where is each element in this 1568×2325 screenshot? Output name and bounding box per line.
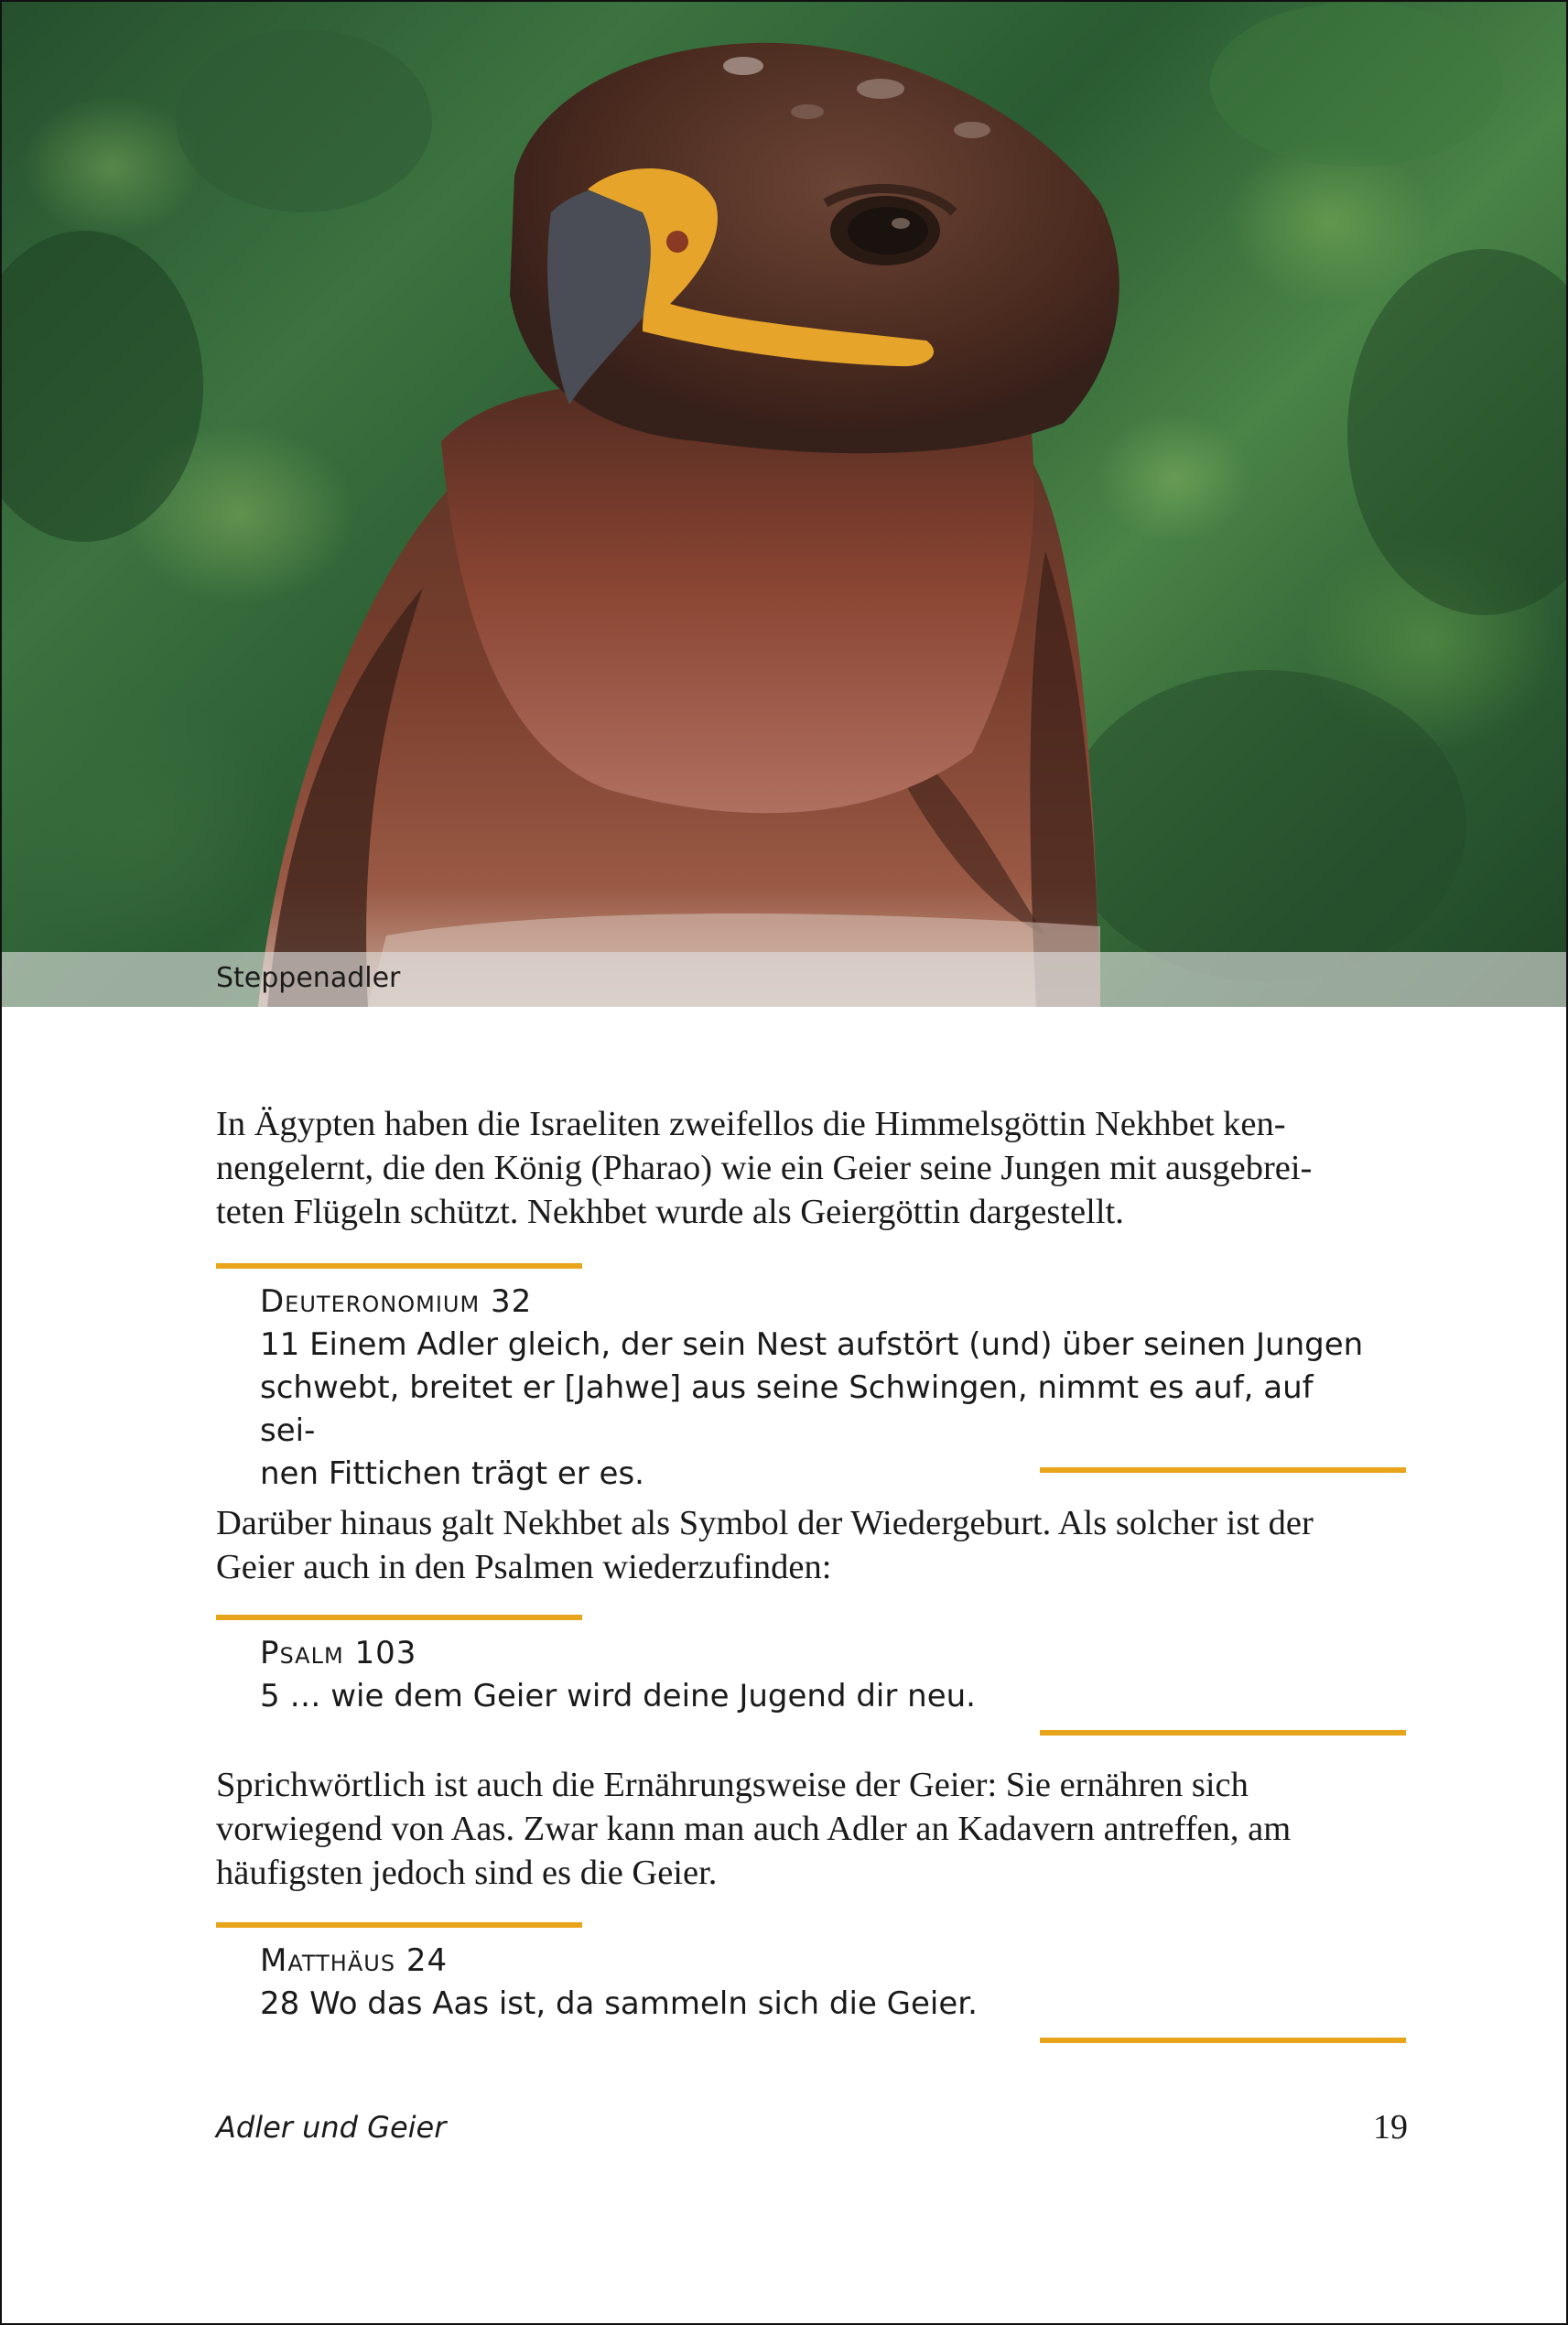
bible-quote-1 <box>260 1281 1368 1496</box>
quote-rule-top <box>216 1922 582 1928</box>
quote-rule-bottom <box>1040 2038 1406 2043</box>
quote-line: 28 Wo das Aas ist, da sammeln sich die Geier. <box>260 1985 978 2022</box>
text-line: Sprichwörtlich ist auch die Ernährungsweise der Geier: Sie ernähren sich <box>216 1766 1249 1804</box>
body-paragraph-3 <box>216 1763 1406 1895</box>
quote-rule-top <box>216 1263 582 1269</box>
text-line: häufigsten jedoch sind es die Geier. <box>216 1854 718 1892</box>
bible-quote-3 <box>260 1940 1368 2026</box>
text-line: teten Flügeln schützt. Nekhbet wurde als Geiergöttin dargestellt. <box>216 1193 1124 1231</box>
text-line: Geier auch in den Psalmen wiederzufinden: <box>216 1548 832 1586</box>
quote-rule-top <box>216 1615 582 1620</box>
quote-rule-bottom <box>1040 1467 1406 1473</box>
quote-line: schwebt, breitet er [Jahwe] aus seine Schwingen, nimmt es auf, auf sei- <box>260 1369 1314 1449</box>
quote-reference: Matthäus 24 <box>260 1942 449 1979</box>
quote-line: 5 … wie dem Geier wird deine Jugend dir neu. <box>260 1678 976 1714</box>
quote-reference: Psalm 103 <box>260 1635 417 1671</box>
bible-quote-2 <box>260 1632 1368 1718</box>
text-line: vorwiegend von Aas. Zwar kann man auch Adler an Kadavern antreffen, am <box>216 1810 1292 1848</box>
text-line: Darüber hinaus galt Nekhbet als Symbol der Wiedergeburt. Als solcher ist der <box>216 1504 1314 1542</box>
eagle-photo <box>2 2 1566 1007</box>
photo-caption: Steppenadler <box>216 962 401 994</box>
quote-line: nen Fittichen trägt er es. <box>260 1455 644 1492</box>
quote-reference: Deuteronomium 32 <box>260 1283 533 1320</box>
body-paragraph-2 <box>216 1501 1406 1589</box>
quote-rule-bottom <box>1040 1730 1406 1736</box>
page-number: 19 <box>1373 2108 1408 2147</box>
running-footer-title: Adler und Geier <box>216 2110 447 2145</box>
quote-line: 11 Einem Adler gleich, der sein Nest aufstört (und) über seinen Jungen <box>260 1326 1364 1363</box>
eagle-illustration <box>2 2 1566 1007</box>
text-line: In Ägypten haben die Israeliten zweifellos die Himmelsgöttin Nekhbet ken- <box>216 1105 1286 1143</box>
text-line: nengelernt, die den König (Pharao) wie ein Geier seine Jungen mit ausgebrei- <box>216 1149 1313 1187</box>
body-paragraph-1 <box>216 1102 1406 1234</box>
